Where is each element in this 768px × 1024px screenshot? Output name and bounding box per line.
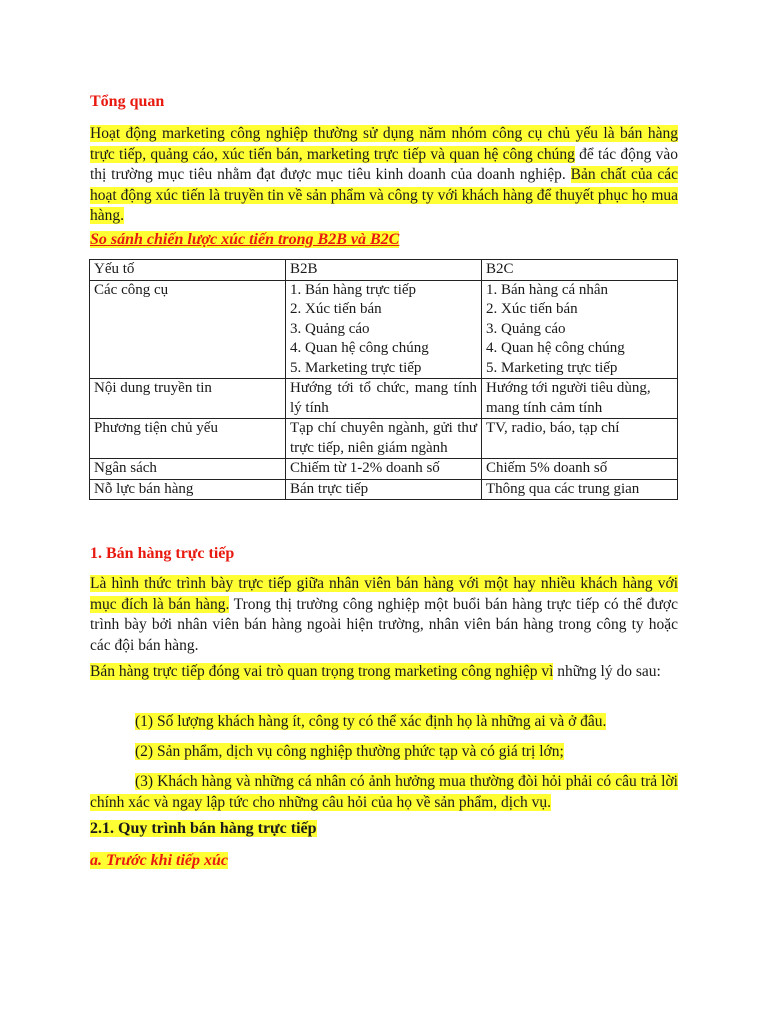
list-item: 2. Xúc tiến bán: [486, 301, 578, 317]
list-item: 3. Quảng cáo: [290, 320, 370, 337]
highlight-text: (3) Khách hàng và những cá nhân có ảnh hưởng mua thường đòi hỏi phải có câu trả lời chính xác và ngay lập tức cho những câu hỏi của họ về sản phẩm, dịch vụ.: [90, 773, 678, 811]
highlight-text: (1) Số lượng khách hàng ít, công ty có thể xác định họ là những ai và ở đâu.: [135, 713, 607, 730]
highlight-text: a. Trước khi tiếp xúc: [90, 852, 229, 869]
list-item: 1. Bán hàng cá nhân: [486, 281, 609, 298]
b2b-cell: Hướng tới tổ chức, mang tính lý tính: [286, 379, 482, 419]
factor-cell: Các công cụ: [90, 280, 286, 379]
table-row: [90, 419, 678, 459]
list-item: 5. Marketing trực tiếp: [486, 359, 618, 376]
highlight-text: Hoạt động marketing công nghiệp thường sử dụng năm nhóm công cụ chủ yếu là bán hàng trực tiếp, quảng cáo, xúc tiến bán, marketing trực tiếp và quan hệ công chúng: [90, 125, 678, 163]
plain-text: Trong thị trường công nghiệp một buổi bán hàng trực tiếp có thể được trình bày bởi nhân viên bán hàng ngoài hiện trường, nhân viên bán hàng trong công ty hoặc các đội bán hàng.: [90, 595, 678, 654]
table-row: [90, 479, 678, 500]
list-item: 3. Quảng cáo: [486, 320, 566, 337]
b2b-cell: Chiếm từ 1-2% doanh số: [286, 459, 482, 480]
highlight-text: Bản chất của các hoạt động xúc tiến là truyền tin về sản phẩm và công ty với khách hàng để thuyết phục họ mua hàng.: [90, 166, 678, 224]
heading-section-2-1: [90, 820, 317, 838]
factor-cell: Ngân sách: [90, 459, 286, 480]
b2c-cell: [482, 280, 678, 379]
b2c-cell: Chiếm 5% doanh số: [482, 459, 678, 480]
reason-item: [135, 712, 678, 733]
b2b-cell: Bán trực tiếp: [286, 479, 482, 500]
header-cell: B2B: [286, 260, 482, 281]
table-row: [90, 280, 678, 379]
list-item: 4. Quan hệ công chúng: [486, 340, 625, 356]
list-item: 4. Quan hệ công chúng: [290, 340, 429, 356]
list-item: 2. Xúc tiến bán: [290, 301, 382, 317]
heading-section-1: 1. Bán hàng trực tiếp: [90, 545, 235, 562]
heading-overview: Tổng quan: [90, 93, 165, 110]
reason-item: [135, 742, 678, 763]
list-item: 5. Marketing trực tiếp: [290, 359, 422, 376]
highlight-text: Là hình thức trình bày trực tiếp giữa nhân viên bán hàng với một hay nhiều khách hàng với mục đích là bán hàng.: [90, 575, 678, 613]
highlight-text: (2) Sản phẩm, dịch vụ công nghiệp thường phức tạp và có giá trị lớn;: [135, 743, 564, 760]
paragraph-direct-selling: [90, 574, 678, 656]
paragraph-importance: [90, 662, 678, 683]
b2c-cell: TV, radio, báo, tạp chí: [482, 419, 678, 459]
heading-comparison: [90, 231, 399, 249]
plain-text: những lý do sau:: [553, 663, 661, 680]
paragraph-overview: [90, 124, 678, 227]
table-header-row: [90, 260, 678, 281]
factor-cell: Nội dung truyền tin: [90, 379, 286, 419]
highlight-text: 2.1. Quy trình bán hàng trực tiếp: [90, 820, 317, 837]
comparison-table: [89, 259, 678, 500]
b2c-cell: Hướng tới người tiêu dùng, mang tính cảm tính: [482, 379, 678, 419]
b2b-cell: [286, 280, 482, 379]
b2b-cell: Tạp chí chuyên ngành, gửi thư trực tiếp, niên giám ngành: [286, 419, 482, 459]
heading-section-2-1-a: [90, 852, 228, 870]
highlight-text: So sánh chiến lược xúc tiến trong B2B và B2C: [90, 231, 400, 248]
table-row: [90, 459, 678, 480]
header-cell: B2C: [482, 260, 678, 281]
highlight-text: Bán hàng trực tiếp đóng vai trò quan trọng trong marketing công nghiệp vì: [90, 663, 554, 680]
b2c-cell: Thông qua các trung gian: [482, 479, 678, 500]
factor-cell: Nỗ lực bán hàng: [90, 479, 286, 500]
header-cell: Yếu tố: [90, 260, 286, 281]
reason-item: [90, 772, 678, 813]
factor-cell: Phương tiện chủ yếu: [90, 419, 286, 459]
list-item: 1. Bán hàng trực tiếp: [290, 281, 417, 298]
table-row: [90, 379, 678, 419]
plain-text: để tác động vào thị trường mục tiêu nhằm đạt được mục tiêu kinh doanh của doanh nghiệp.: [90, 145, 678, 183]
